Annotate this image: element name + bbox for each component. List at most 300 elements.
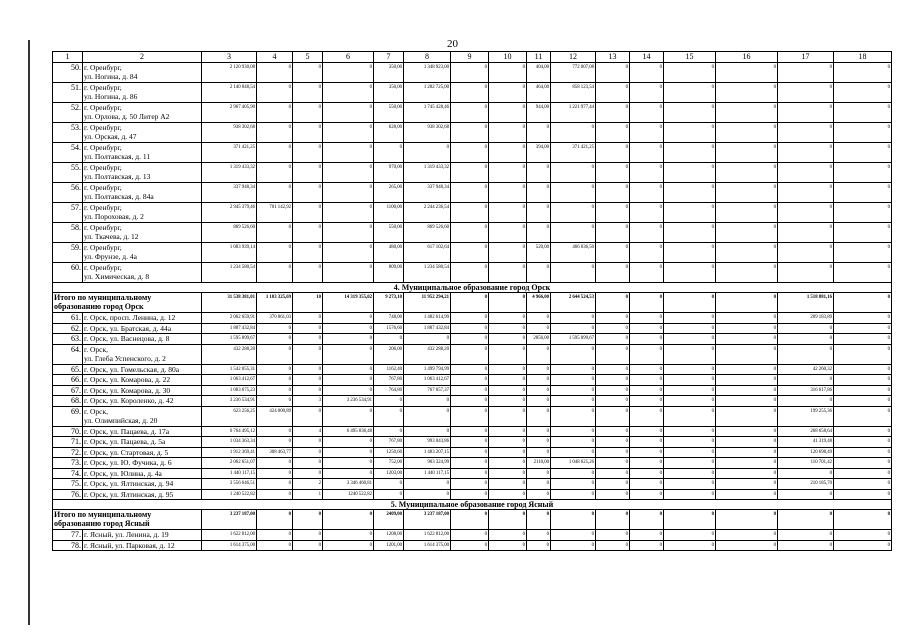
value-cell: 0 <box>489 203 527 223</box>
value-cell: 0 <box>257 323 293 334</box>
value-cell: 0 <box>374 426 404 437</box>
row-number: 77. <box>53 530 83 541</box>
value-cell: 11 952 294,21 <box>404 293 451 313</box>
value-cell: 0 <box>551 447 596 458</box>
value-cell: 1 595 899,67 <box>551 334 596 345</box>
value-cell: 0 <box>778 510 834 530</box>
value-cell: 0 <box>664 323 716 334</box>
value-cell: 0 <box>664 243 716 263</box>
value-cell: 0 <box>489 489 527 500</box>
address-cell: г. Орск, ул. Васнецова, д. 8 <box>83 334 202 345</box>
value-cell: 0 <box>834 530 892 541</box>
value-cell: 0 <box>716 540 778 551</box>
address-cell: г. Орск, ул. Комарова, д. 22 <box>83 375 202 386</box>
value-cell: 432 288,20 <box>404 344 451 364</box>
value-cell: 0 <box>596 293 630 313</box>
value-cell: 0 <box>489 143 527 163</box>
row-number: 72. <box>53 447 83 458</box>
value-cell: 0 <box>596 163 630 183</box>
value-cell: 0 <box>404 426 451 437</box>
value-cell: 0 <box>834 437 892 448</box>
value-cell: 0 <box>257 83 293 103</box>
row-number: 60. <box>53 263 83 283</box>
value-cell: 0 <box>596 334 630 345</box>
value-cell: 0 <box>527 323 551 334</box>
value-cell: 0 <box>323 203 374 223</box>
value-cell: 0 <box>323 406 374 426</box>
value-cell: 0 <box>716 468 778 479</box>
value-cell: 2 062 659,91 <box>202 313 257 324</box>
value-cell: 0 <box>834 458 892 469</box>
table-row <box>53 447 892 458</box>
value-cell: 0 <box>374 143 404 163</box>
table-row <box>53 540 892 551</box>
value-cell: 0 <box>664 510 716 530</box>
value-cell: 0 <box>293 103 323 123</box>
value-cell: 0 <box>630 530 664 541</box>
value-cell: 0 <box>404 396 451 407</box>
value-cell: 1 083 675,23 <box>202 385 257 396</box>
value-cell: 0 <box>834 468 892 479</box>
value-cell: 0 <box>630 540 664 551</box>
value-cell: 0 <box>630 489 664 500</box>
value-cell: 0 <box>323 323 374 334</box>
value-cell: 628,00 <box>374 123 404 143</box>
address-cell: г. Оренбург, ул. Ногина, д. 86 <box>83 83 202 103</box>
value-cell: 0 <box>257 223 293 243</box>
value-cell: 0 <box>257 479 293 490</box>
value-cell: 0 <box>404 406 451 426</box>
value-cell: 752,00 <box>374 458 404 469</box>
value-cell: 0 <box>293 375 323 386</box>
row-number: 64. <box>53 344 83 364</box>
value-cell: 0 <box>257 163 293 183</box>
value-cell: 1 063 412,67 <box>404 375 451 386</box>
value-cell: 0 <box>716 313 778 324</box>
value-cell: 0 <box>716 489 778 500</box>
value-cell: 767,80 <box>374 375 404 386</box>
total-label: Итого по муниципальному образованию город Орск <box>53 293 202 313</box>
value-cell: 120 698,49 <box>778 447 834 458</box>
value-cell: 0 <box>551 323 596 334</box>
value-cell: 0 <box>489 406 527 426</box>
value-cell: 0 <box>257 540 293 551</box>
value-cell: 0 <box>374 334 404 345</box>
value-cell: 0 <box>630 375 664 386</box>
value-cell: 0 <box>551 468 596 479</box>
table-row <box>53 263 892 283</box>
value-cell: 3 237 187,00 <box>404 510 451 530</box>
value-cell: 0 <box>489 344 527 364</box>
value-cell: 0 <box>834 510 892 530</box>
address-cell: г. Орск, ул. Олимпийская, д. 20 <box>83 406 202 426</box>
value-cell: 858 123,54 <box>551 83 596 103</box>
value-cell: 3 <box>293 396 323 407</box>
row-number: 50. <box>53 63 83 83</box>
address-cell: г. Оренбург, ул. Пороховая, д. 2 <box>83 203 202 223</box>
value-cell: 0 <box>630 243 664 263</box>
value-cell: 0 <box>257 426 293 437</box>
value-cell: 0 <box>257 396 293 407</box>
value-cell: 0 <box>716 183 778 203</box>
table-row <box>53 426 892 437</box>
value-cell: 0 <box>489 375 527 386</box>
value-cell: 0 <box>323 83 374 103</box>
header-cell: 13 <box>596 52 630 63</box>
value-cell: 0 <box>404 334 451 345</box>
value-cell: 0 <box>630 426 664 437</box>
address-cell: г. Оренбург, ул. Полтавская, д. 11 <box>83 143 202 163</box>
value-cell: 0 <box>293 540 323 551</box>
value-cell: 0 <box>664 364 716 375</box>
row-number: 67. <box>53 385 83 396</box>
value-cell: 0 <box>489 103 527 123</box>
value-cell: 0 <box>551 375 596 386</box>
value-cell: 0 <box>778 396 834 407</box>
value-cell: 0 <box>630 437 664 448</box>
section-title: 5. Муниципальное образование город Ясный <box>53 500 892 510</box>
value-cell: 0 <box>527 530 551 541</box>
table-row <box>53 364 892 375</box>
value-cell: 265,00 <box>374 183 404 203</box>
row-number: 51. <box>53 83 83 103</box>
value-cell: 0 <box>716 530 778 541</box>
value-cell: 0 <box>778 334 834 345</box>
value-cell: 9 273,10 <box>374 293 404 313</box>
value-cell: 764,80 <box>374 385 404 396</box>
value-cell: 206,00 <box>374 344 404 364</box>
value-cell: 0 <box>489 396 527 407</box>
value-cell: 1162,40 <box>374 364 404 375</box>
value-cell: 0 <box>257 103 293 123</box>
value-cell: 0 <box>451 540 489 551</box>
value-cell: 2409,00 <box>374 510 404 530</box>
row-number: 76. <box>53 489 83 500</box>
value-cell: 1 103 325,69 <box>257 293 293 313</box>
value-cell: 0 <box>293 83 323 103</box>
value-cell: 0 <box>527 426 551 437</box>
value-cell: 0 <box>451 479 489 490</box>
value-cell: 0 <box>527 123 551 143</box>
value-cell: 0 <box>778 540 834 551</box>
value-cell: 1100,00 <box>374 203 404 223</box>
value-cell: 6 495 836,48 <box>323 426 374 437</box>
value-cell: 0 <box>778 489 834 500</box>
value-cell: 0 <box>834 313 892 324</box>
row-number: 66. <box>53 375 83 386</box>
value-cell: 480,00 <box>374 243 404 263</box>
value-cell: 0 <box>834 143 892 163</box>
row-number: 71. <box>53 437 83 448</box>
table-row <box>53 203 892 223</box>
value-cell: 3 236 534,91 <box>323 396 374 407</box>
value-cell: 0 <box>716 103 778 123</box>
value-cell: 1 440 117,15 <box>202 468 257 479</box>
value-cell: 0 <box>323 540 374 551</box>
value-cell: 1 483 207,15 <box>404 447 451 458</box>
row-number: 69. <box>53 406 83 426</box>
value-cell: 0 <box>323 143 374 163</box>
value-cell: 0 <box>664 103 716 123</box>
value-cell: 0 <box>527 223 551 243</box>
value-cell: 0 <box>778 344 834 364</box>
value-cell: 0 <box>293 334 323 345</box>
value-cell: 0 <box>527 468 551 479</box>
value-cell: 1240 522,82 <box>323 489 374 500</box>
value-cell: 0 <box>257 468 293 479</box>
value-cell: 0 <box>716 426 778 437</box>
value-cell: 0 <box>596 344 630 364</box>
header-cell: 1 <box>53 52 83 63</box>
value-cell: 0 <box>293 243 323 263</box>
value-cell: 0 <box>716 396 778 407</box>
value-cell: 0 <box>451 426 489 437</box>
value-cell: 0 <box>778 263 834 283</box>
value-cell: 0 <box>596 243 630 263</box>
value-cell: 0 <box>551 364 596 375</box>
value-cell: 0 <box>630 406 664 426</box>
value-cell: 0 <box>374 406 404 426</box>
value-cell: 0 <box>716 163 778 183</box>
value-cell: 432 288,20 <box>202 344 257 364</box>
value-cell: 0 <box>716 458 778 469</box>
total-label: Итого по муниципальному образованию город Ясный <box>53 510 202 530</box>
table-row <box>53 143 892 163</box>
address-cell: г. Оренбург, ул. Фрунзе, д. 4а <box>83 243 202 263</box>
value-cell: 0 <box>596 510 630 530</box>
value-cell: 1 745 428,46 <box>404 103 451 123</box>
value-cell: 0 <box>451 489 489 500</box>
value-cell: 0 <box>257 334 293 345</box>
value-cell: 0 <box>664 447 716 458</box>
value-cell: 0 <box>323 385 374 396</box>
value-cell: 0 <box>489 223 527 243</box>
value-cell: 0 <box>664 530 716 541</box>
value-cell: 41 319,48 <box>778 437 834 448</box>
value-cell: 10 <box>293 293 323 313</box>
value-cell: 0 <box>716 364 778 375</box>
value-cell: 0 <box>323 163 374 183</box>
row-number: 78. <box>53 540 83 551</box>
value-cell: 0 <box>551 183 596 203</box>
value-cell: 0 <box>834 447 892 458</box>
value-cell: 0 <box>630 468 664 479</box>
value-cell: 1 614 375,00 <box>202 540 257 551</box>
value-cell: 0 <box>716 375 778 386</box>
value-cell: 0 <box>551 530 596 541</box>
value-cell: 0 <box>489 83 527 103</box>
value-cell: 0 <box>664 489 716 500</box>
table-row <box>53 163 892 183</box>
value-cell: 0 <box>596 313 630 324</box>
value-cell: 31 538 381,01 <box>202 293 257 313</box>
header-cell: 3 <box>202 52 257 63</box>
value-cell: 466 836,50 <box>551 243 596 263</box>
value-cell: 0 <box>834 103 892 123</box>
address-cell: г. Оренбург, ул. Ткачева, д. 12 <box>83 223 202 243</box>
value-cell: 0 <box>551 163 596 183</box>
value-cell: 0 <box>323 313 374 324</box>
value-cell: 316 617,86 <box>778 385 834 396</box>
value-cell: 0 <box>630 323 664 334</box>
value-cell: 1 622 812,00 <box>404 530 451 541</box>
value-cell: 0 <box>323 243 374 263</box>
value-cell: 1201,00 <box>374 540 404 551</box>
value-cell: 0 <box>451 447 489 458</box>
address-cell: г. Оренбург, ул. Химическая, д. 8 <box>83 263 202 283</box>
table-row <box>53 375 892 386</box>
value-cell: 0 <box>551 437 596 448</box>
value-cell: 767 057,37 <box>404 385 451 396</box>
value-cell: 210 185,70 <box>778 479 834 490</box>
value-cell: 0 <box>451 458 489 469</box>
value-cell: 0 <box>323 375 374 386</box>
value-cell: 0 <box>716 385 778 396</box>
section-row <box>53 283 892 293</box>
value-cell: 0 <box>527 163 551 183</box>
table-row <box>53 323 892 334</box>
value-cell: 1 234 580,54 <box>202 263 257 283</box>
header-cell: 5 <box>293 52 323 63</box>
value-cell: 0 <box>527 396 551 407</box>
value-cell: 0 <box>257 143 293 163</box>
value-cell: 0 <box>293 385 323 396</box>
value-cell: 0 <box>716 293 778 313</box>
value-cell: 0 <box>257 385 293 396</box>
table-row <box>53 479 892 490</box>
value-cell: 617 102,64 <box>404 243 451 263</box>
header-cell: 12 <box>551 52 596 63</box>
value-cell: 0 <box>778 183 834 203</box>
value-cell: 0 <box>664 313 716 324</box>
value-cell: 0 <box>489 437 527 448</box>
value-cell: 0 <box>834 540 892 551</box>
value-cell: 1203,00 <box>374 468 404 479</box>
value-cell: 2 140 848,54 <box>202 83 257 103</box>
row-number: 68. <box>53 396 83 407</box>
value-cell: 0 <box>596 223 630 243</box>
value-cell: 394,00 <box>527 143 551 163</box>
value-cell: 0 <box>257 364 293 375</box>
value-cell: 0 <box>778 163 834 183</box>
row-number: 74. <box>53 468 83 479</box>
table-row <box>53 103 892 123</box>
value-cell: 0 <box>257 344 293 364</box>
row-number: 70. <box>53 426 83 437</box>
value-cell: 0 <box>664 437 716 448</box>
value-cell: 0 <box>716 479 778 490</box>
address-cell: г. Орск, ул. Глеба Успенского, д. 2 <box>83 344 202 364</box>
value-cell: 0 <box>778 223 834 243</box>
value-cell: 1 614 375,00 <box>404 540 451 551</box>
value-cell: 0 <box>596 406 630 426</box>
address-cell: г. Орск, ул. Ялтинская, д. 94 <box>83 479 202 490</box>
value-cell: 0 <box>596 143 630 163</box>
value-cell: 0 <box>489 479 527 490</box>
value-cell: 0 <box>489 183 527 203</box>
table-row <box>53 489 892 500</box>
value-cell: 0 <box>451 263 489 283</box>
value-cell: 0 <box>293 263 323 283</box>
value-cell: 0 <box>630 313 664 324</box>
value-cell: 0 <box>451 203 489 223</box>
value-cell: 1 887 432,84 <box>202 323 257 334</box>
value-cell: 209 183,89 <box>778 313 834 324</box>
value-cell: 0 <box>404 479 451 490</box>
value-cell: 0 <box>778 375 834 386</box>
value-cell: 0 <box>664 406 716 426</box>
value-cell: 0 <box>404 489 451 500</box>
value-cell: 0 <box>834 83 892 103</box>
value-cell: 0 <box>664 183 716 203</box>
value-cell: 0 <box>596 385 630 396</box>
value-cell: 308 463,77 <box>257 447 293 458</box>
value-cell: 623 256,25 <box>202 406 257 426</box>
value-cell: 0 <box>596 468 630 479</box>
value-cell: 0 <box>834 323 892 334</box>
value-cell: 0 <box>257 183 293 203</box>
value-cell: 0 <box>596 323 630 334</box>
value-cell: 0 <box>551 540 596 551</box>
value-cell: 0 <box>596 123 630 143</box>
value-cell: 0 <box>451 344 489 364</box>
value-cell: 869 526,60 <box>202 223 257 243</box>
value-cell: 0 <box>630 344 664 364</box>
value-cell: 0 <box>257 489 293 500</box>
row-number: 62. <box>53 323 83 334</box>
value-cell: 0 <box>630 458 664 469</box>
value-cell: 0 <box>293 223 323 243</box>
value-cell: 0 <box>630 263 664 283</box>
value-cell: 1 <box>293 489 323 500</box>
table-row <box>53 406 892 426</box>
value-cell: 0 <box>778 63 834 83</box>
address-cell: г. Орск, ул. Короленко, д. 42 <box>83 396 202 407</box>
value-cell: 0 <box>257 243 293 263</box>
value-cell: 0 <box>596 396 630 407</box>
value-cell: 0 <box>293 183 323 203</box>
value-cell: 0 <box>257 458 293 469</box>
table-row <box>53 385 892 396</box>
value-cell: 0 <box>834 263 892 283</box>
value-cell: 0 <box>451 437 489 448</box>
value-cell: 337 948,34 <box>202 183 257 203</box>
value-cell: 0 <box>834 63 892 83</box>
value-cell: 0 <box>527 437 551 448</box>
value-cell: 0 <box>664 344 716 364</box>
value-cell: 0 <box>716 223 778 243</box>
value-cell: 3 236 534,91 <box>202 396 257 407</box>
value-cell: 0 <box>451 385 489 396</box>
row-number: 57. <box>53 203 83 223</box>
section-row <box>53 500 892 510</box>
value-cell: 0 <box>630 396 664 407</box>
value-cell: 0 <box>630 447 664 458</box>
value-cell: 0 <box>596 263 630 283</box>
value-cell: 350,00 <box>374 83 404 103</box>
value-cell: 0 <box>778 103 834 123</box>
value-cell: 1 319 433,32 <box>404 163 451 183</box>
value-cell: 0 <box>664 223 716 243</box>
value-cell: 1 234 580,54 <box>404 263 451 283</box>
address-cell: г. Оренбург, ул. Полтавская, д. 84а <box>83 183 202 203</box>
address-cell: г. Орск, просп. Ленина, д. 12 <box>83 313 202 324</box>
value-cell: 0 <box>834 396 892 407</box>
value-cell: 0 <box>664 385 716 396</box>
value-cell: 0 <box>451 63 489 83</box>
value-cell: 2 644 524,53 <box>551 293 596 313</box>
value-cell: 0 <box>834 364 892 375</box>
